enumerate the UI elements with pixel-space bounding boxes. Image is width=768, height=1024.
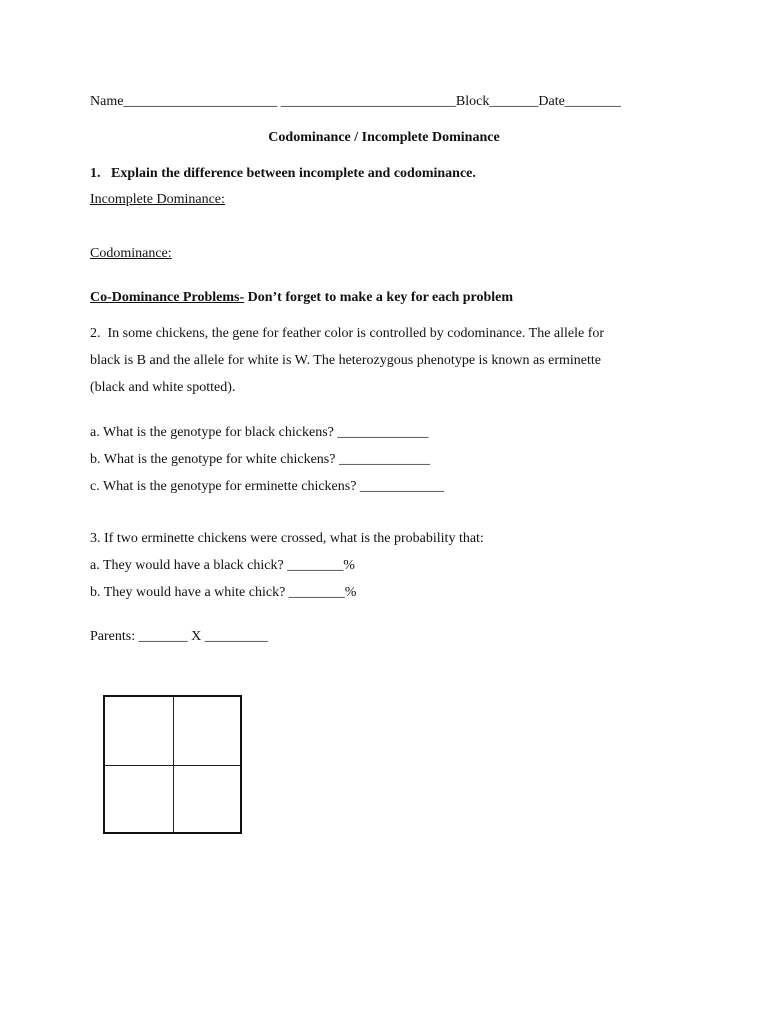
name-block-date-line[interactable]: Name______________________ _________________________Block_______Date________ (90, 94, 621, 109)
question-1: 1. Explain the difference between incomplete and codominance. (90, 166, 476, 181)
page-title: Codominance / Incomplete Dominance (268, 130, 500, 145)
question-2b[interactable]: b. What is the genotype for white chickens? _____________ (90, 452, 430, 467)
question-3: 3. If two erminette chickens were crossed, what is the probability that: (90, 531, 484, 546)
punnett-horizontal-divider (105, 765, 240, 766)
question-3b[interactable]: b. They would have a white chick? ________% (90, 585, 357, 600)
section-heading-underlined: Co-Dominance Problems- (90, 290, 245, 305)
punnett-square (103, 695, 242, 834)
question-2a[interactable]: a. What is the genotype for black chickens? _____________ (90, 425, 429, 440)
section-heading-rest: Don’t forget to make a key for each problem (244, 290, 514, 305)
question-3a[interactable]: a. They would have a black chick? ________% (90, 558, 355, 573)
punnett-cell[interactable] (174, 697, 241, 764)
incomplete-dominance-label: Incomplete Dominance: (90, 192, 225, 207)
question-2c[interactable]: c. What is the genotype for erminette chickens? ____________ (90, 479, 444, 494)
question-2-line-3: (black and white spotted). (90, 380, 236, 395)
question-2-line-1: 2. In some chickens, the gene for feather color is controlled by codominance. The allele for (90, 326, 605, 341)
punnett-cell[interactable] (105, 697, 172, 764)
section-heading (90, 289, 513, 307)
punnett-cell[interactable] (105, 766, 172, 833)
punnett-cell[interactable] (174, 766, 241, 833)
question-2-line-2: black is B and the allele for white is W. The heterozygous phenotype is known as erminette (90, 353, 602, 368)
parents-line[interactable]: Parents: _______ X _________ (90, 629, 268, 644)
codominance-label: Codominance: (90, 246, 172, 261)
